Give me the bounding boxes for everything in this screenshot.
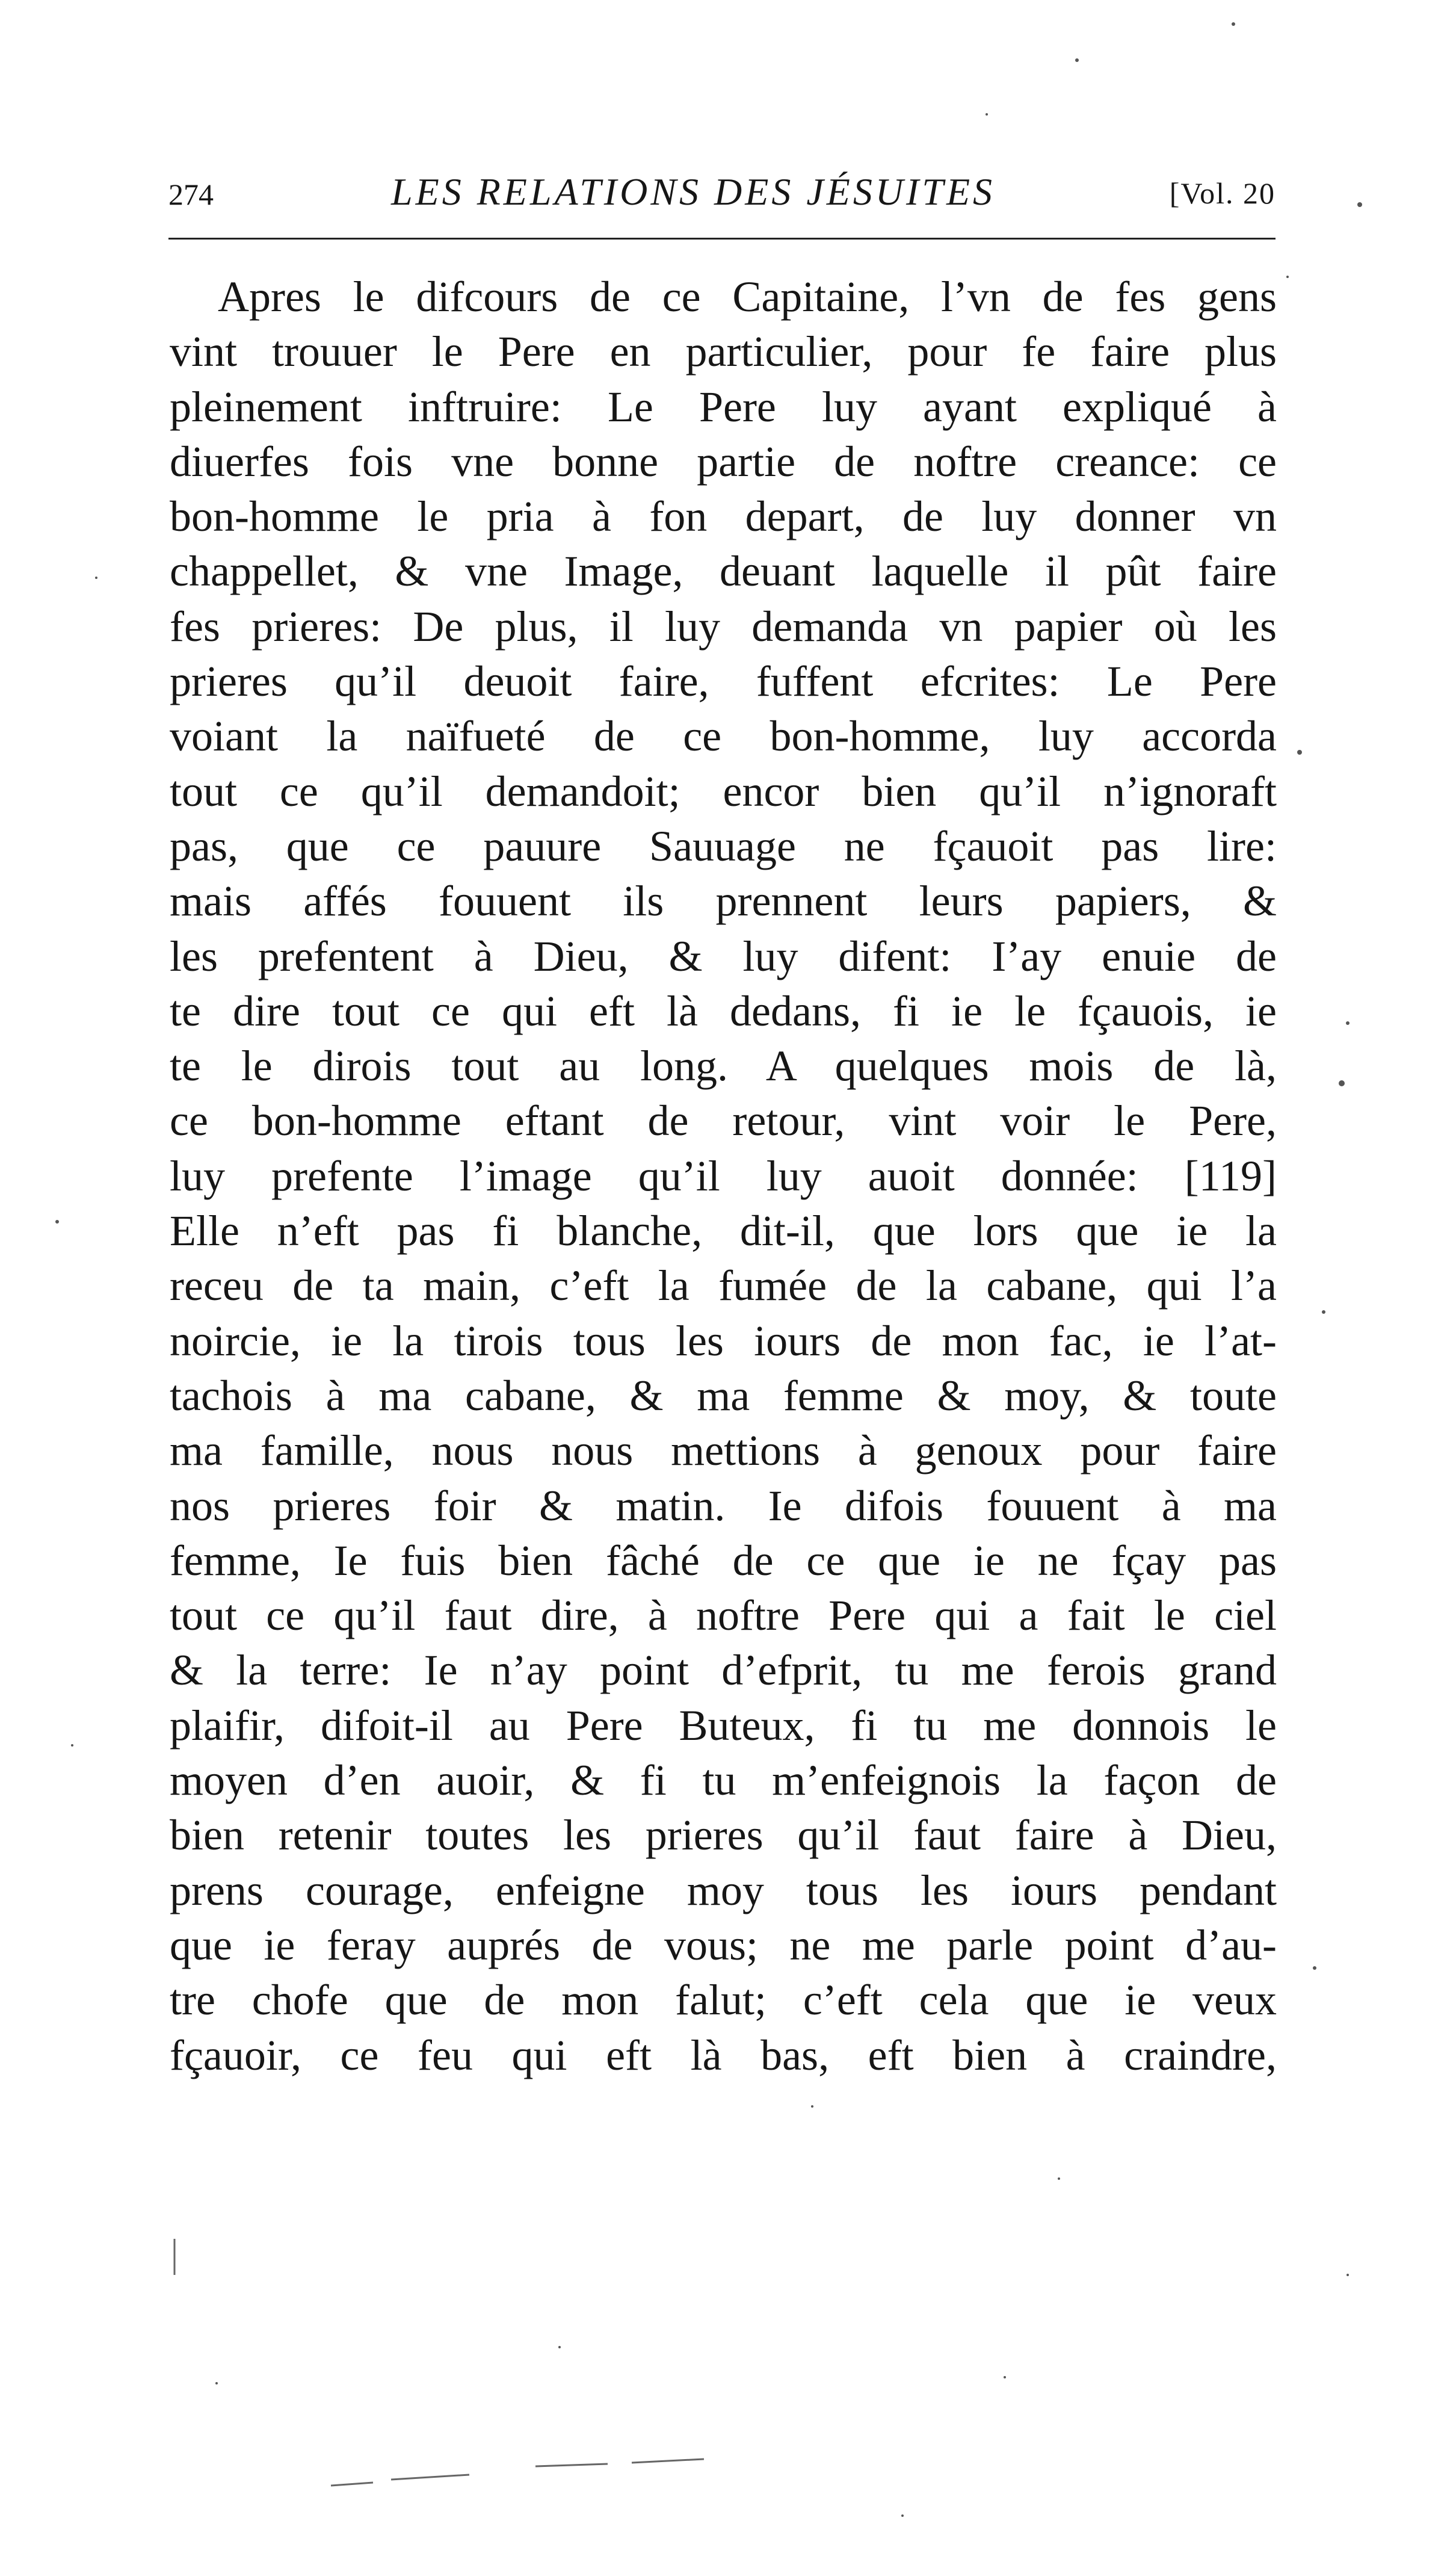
text-line: tre chofe que de mon falut; c’eft cela que ie veux <box>170 1976 1277 2025</box>
text-line: fes prieres: De plus, il luy demanda vn papier où les <box>170 602 1277 651</box>
volume-label: [Vol. 20 <box>1169 176 1276 210</box>
text-line: Apres le difcours de ce Capitaine, l’vn de fes gens <box>218 273 1277 321</box>
text-line: pas, que ce pauure Sauuage ne fçauoit pas lire: <box>170 822 1277 870</box>
text-line: receu de ta main, c’eft la fumée de la cabane, qui l’a <box>170 1261 1277 1310</box>
page-number: 274 <box>168 178 214 211</box>
text-line: ma famille, nous nous mettions à genoux pour faire <box>170 1426 1277 1475</box>
text-line: luy prefente l’image qu’il luy auoit donnée: [119] <box>170 1151 1277 1200</box>
text-line: tout ce qu’il faut dire, à noftre Pere qui a fait le ciel <box>170 1591 1277 1640</box>
text-line: fçauoir, ce feu qui eft là bas, eft bien à craindre, <box>170 2031 1277 2079</box>
text-line: ce bon-homme eftant de retour, vint voir le Pere, <box>170 1097 1277 1145</box>
text-line: Elle n’eft pas fi blanche, dit-il, que lors que ie la <box>170 1207 1277 1255</box>
text-line: les prefentent à Dieu, & luy difent: I’ay enuie de <box>170 932 1277 980</box>
text-line: te dire tout ce qui eft là dedans, fi ie le fçauois, ie <box>170 986 1277 1035</box>
text-line: moyen d’en auoir, & fi tu m’enfeignois la façon de <box>170 1756 1277 1805</box>
text-line: nos prieres foir & matin. Ie difois fouuent à ma <box>170 1481 1277 1530</box>
text-line: mais affés fouuent ils prennent leurs papiers, & <box>170 877 1277 926</box>
text-line: bon-homme le pria à fon depart, de luy donner vn <box>170 492 1277 541</box>
text-line: tout ce qu’il demandoit; encor bien qu’il n’ignoraft <box>170 767 1277 815</box>
running-title: LES RELATIONS DES JÉSUITES <box>391 170 996 213</box>
text-line: diuerfes fois vne bonne partie de noftre creance: ce <box>170 437 1277 486</box>
text-line: te le dirois tout au long. A quelques mois de là, <box>170 1042 1277 1091</box>
text-line: que ie feray auprés de vous; ne me parle point d’au- <box>170 1920 1277 1969</box>
text-line: prens courage, enfeigne moy tous les iours pendant <box>170 1866 1277 1914</box>
text-line: & la terre: Ie n’ay point d’efprit, tu me ferois grand <box>170 1646 1277 1695</box>
text-line: pleinement inftruire: Le Pere luy ayant expliqué à <box>170 382 1277 431</box>
text-line: femme, Ie fuis bien fâché de ce que ie ne fçay pas <box>170 1536 1277 1585</box>
text-line: bien retenir toutes les prieres qu’il faut faire à Dieu, <box>170 1811 1277 1860</box>
text-line: tachois à ma cabane, & ma femme & moy, & toute <box>170 1371 1277 1420</box>
text-line: prieres qu’il deuoit faire, fuffent efcrites: Le Pere <box>170 657 1277 706</box>
text-line: voiant la naïfueté de ce bon-homme, luy accorda <box>170 712 1277 761</box>
text-line: chappellet, & vne Image, deuant laquelle il pût faire <box>170 547 1277 596</box>
text-line: vint trouuer le Pere en particulier, pour fe faire plus <box>170 327 1277 376</box>
text-line: noircie, ie la tirois tous les iours de mon fac, ie l’at- <box>170 1316 1277 1365</box>
text-line: plaifir, difoit-il au Pere Buteux, fi tu me donnois le <box>170 1701 1277 1750</box>
